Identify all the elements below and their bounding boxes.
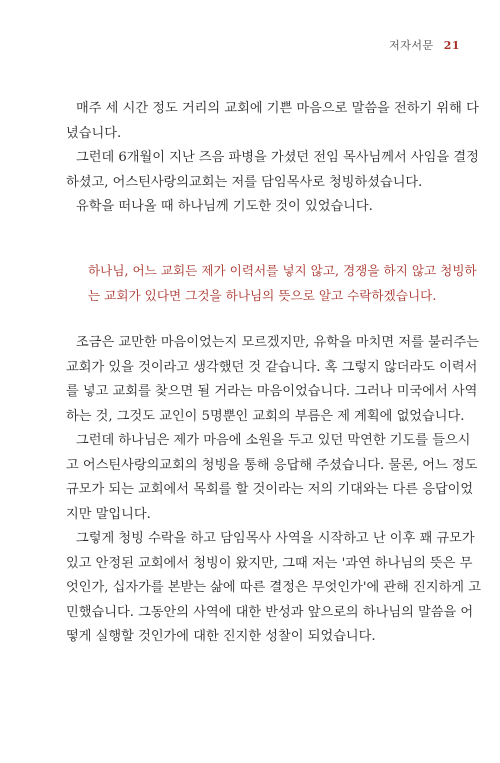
quote-line: 는 교회가 있다면 그것을 하나님의 뜻으로 알고 수락하겠습니다. bbox=[88, 288, 437, 303]
text-line: 녔습니다. bbox=[66, 125, 122, 141]
page-number: 21 bbox=[443, 39, 460, 52]
text-line: 를 넣고 교회를 찾으면 될 거라는 마음이었습니다. 그러나 미국에서 사역 bbox=[66, 384, 478, 399]
text-line: 민했습니다. 그동안의 사역에 대한 반성과 앞으로의 하나님의 말씀을 어 bbox=[66, 604, 474, 620]
running-header bbox=[389, 37, 460, 53]
text-line: 그렇게 청빙 수락을 하고 담임목사 사역을 시작하고 난 이후 꽤 규모가 bbox=[76, 531, 475, 546]
text-line: 하셨고, 어스틴사랑의교회는 저를 담임목사로 청빙하셨습니다. bbox=[66, 174, 423, 190]
text-line: 떻게 실행할 것인가에 대한 진지한 성찰이 되었습니다. bbox=[66, 629, 376, 644]
text-line: 하는 것, 그것도 교인이 5명뿐인 교회의 부름은 제 계획에 없었습니다. bbox=[66, 408, 465, 424]
body-text-block-2 bbox=[66, 331, 481, 650]
quote-line: 하나님, 어느 교회든 제가 이력서를 넣지 않고, 경쟁을 하지 않고 청빙하 bbox=[88, 263, 477, 278]
text-line: 매주 세 시간 정도 거리의 교회에 기쁜 마음으로 말씀을 전하기 위해 다 bbox=[76, 101, 479, 116]
text-line: 고 어스틴사랑의교회의 청빙을 통해 응답해 주셨습니다. 물론, 어느 정도 bbox=[66, 457, 478, 473]
text-line: 교회가 있을 것이라고 생각했던 것 같습니다. 혹 그렇지 않더라도 이력서 bbox=[66, 359, 478, 375]
text-line: 그런데 6개월이 지난 즈음 파병을 가셨던 전임 목사님께서 사임을 결정 bbox=[76, 150, 479, 165]
text-line: 조금은 교만한 마음이었는지 모르겠지만, 유학을 마치면 저를 불러주는 bbox=[76, 335, 479, 350]
text-line: 유학을 떠나올 때 하나님께 기도한 것이 있었습니다. bbox=[76, 199, 373, 214]
text-line: 있고 안정된 교회에서 청빙이 왔지만, 그때 저는 '과연 하나님의 뜻은 무 bbox=[66, 555, 473, 571]
text-line: 규모가 되는 교회에서 목회를 할 것이라는 저의 기대와는 다른 응답이었 bbox=[66, 482, 474, 497]
text-line: 엇인가, 십자가를 본받는 삶에 따른 결정은 무엇인가'에 관해 진지하게 고 bbox=[66, 580, 481, 595]
body-text-block-1 bbox=[66, 97, 479, 220]
text-line: 지만 말입니다. bbox=[66, 506, 151, 522]
section-title: 저자서문 bbox=[389, 39, 434, 52]
text-line: 그런데 하나님은 제가 마음에 소원을 두고 있던 막연한 기도를 들으시 bbox=[76, 433, 471, 448]
prayer-quote bbox=[88, 258, 477, 308]
